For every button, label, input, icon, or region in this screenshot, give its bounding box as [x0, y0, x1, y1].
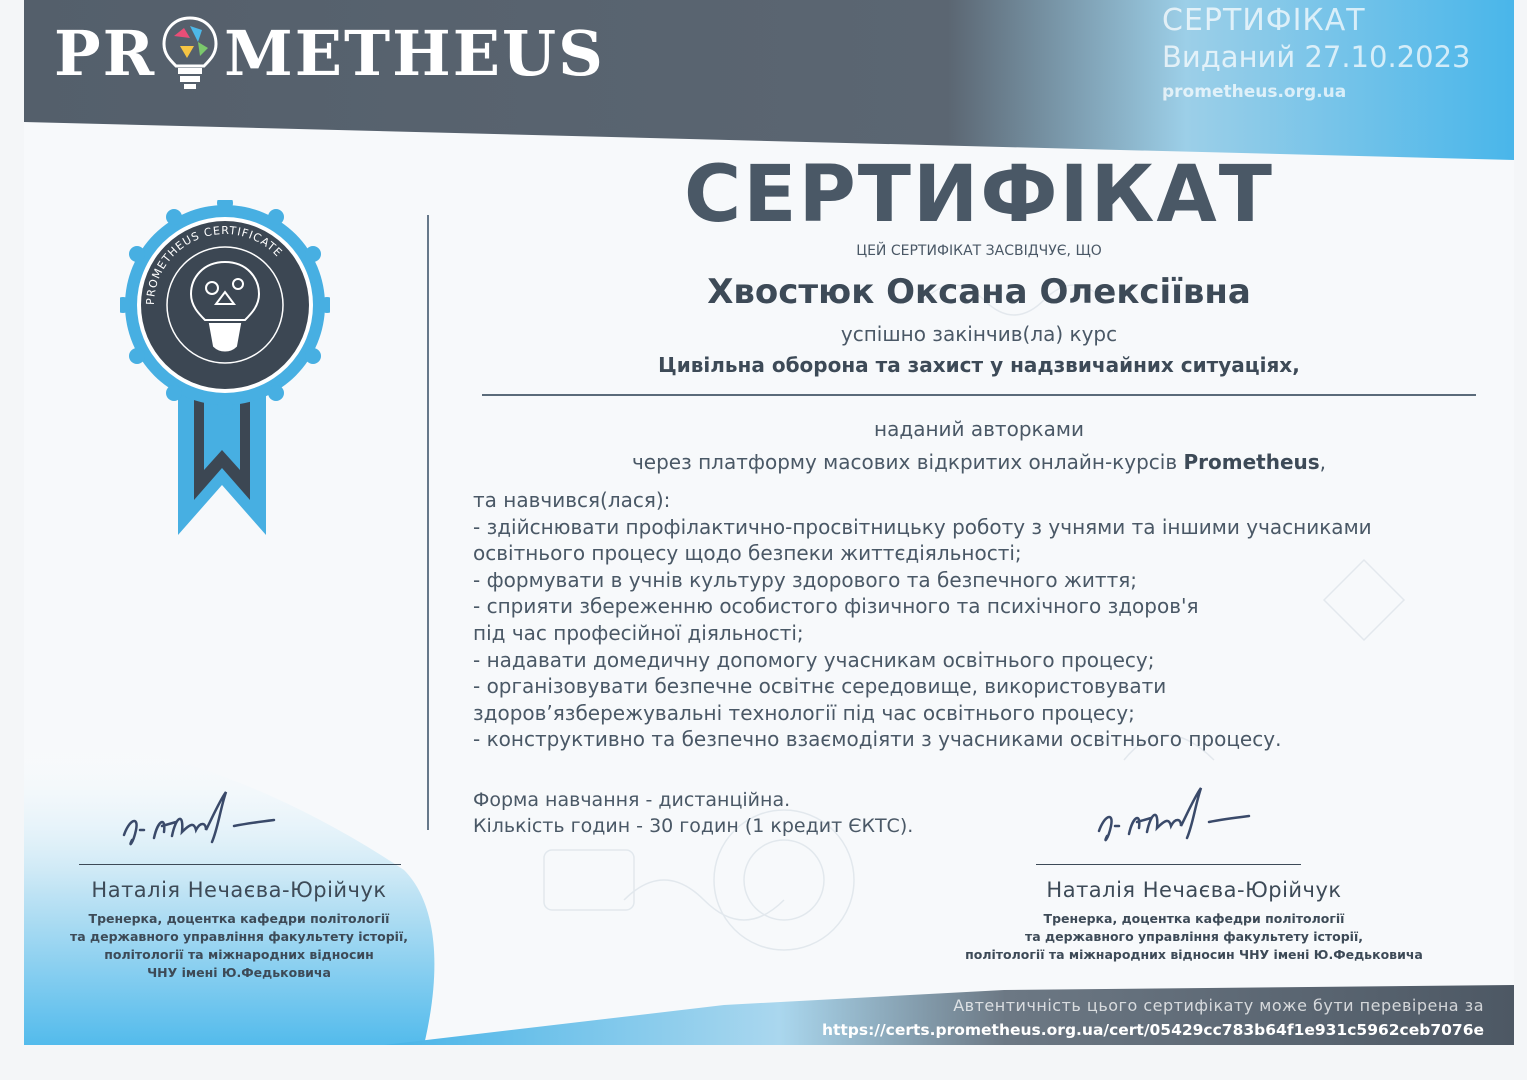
- course-name: Цивільна оборона та захист у надзвичайних ситуаціях,: [658, 353, 1300, 377]
- signatory-name: Наталія Нечаєва-Юрійчук: [1046, 878, 1342, 902]
- outcome-line: - конструктивно та безпечно взаємодіяти з учасниками освітнього процесу.: [473, 727, 1282, 752]
- issue-date: Виданий 27.10.2023: [1162, 40, 1471, 74]
- prometheus-logo: [54, 12, 605, 96]
- role-line: політології та міжнародних відносин: [104, 947, 374, 962]
- learning-outcomes: [473, 487, 1483, 753]
- study-hours: Кількість годин - 30 годин (1 кредит ЄКТС).: [473, 815, 914, 837]
- platform-prefix: через платформу масових відкритих онлайн-курсів: [631, 450, 1178, 474]
- outcome-line: - сприяти збереженню особистого фізичного та психічного здоров'я: [473, 594, 1199, 619]
- role-line: політології та міжнародних відносин ЧНУ імені Ю.Федьковича: [965, 947, 1423, 962]
- signatory-right: [944, 878, 1444, 964]
- course-divider: [482, 394, 1476, 396]
- study-info: [473, 787, 913, 839]
- outcome-line: здоров’язбережувальні технології під час освітнього процесу;: [473, 700, 1135, 725]
- platform-suffix: ,: [1319, 450, 1327, 474]
- certificate-seal: [120, 200, 330, 540]
- outcome-line: - формувати в учнів культуру здорового та безпечного життя;: [473, 567, 1138, 592]
- logo-text-right: METHEUS: [224, 17, 605, 90]
- signatory-left: [44, 878, 434, 982]
- header-title: СЕРТИФІКАТ: [1162, 3, 1366, 38]
- certificate-page: [24, 0, 1514, 1045]
- outcome-line: - здійснювати профілактично-просвітницьку роботу з учнями та іншими учасниками: [473, 514, 1372, 539]
- signature-right: [1089, 786, 1289, 856]
- outcome-line: під час професійної діяльності;: [473, 620, 804, 645]
- vertical-divider: [427, 215, 429, 830]
- signature-line-left: [79, 864, 401, 865]
- attests-line: ЦЕЙ СЕРТИФІКАТ ЗАСВІДЧУЄ, ЩО: [856, 243, 1102, 259]
- role-line: та державного управління факультету історії,: [1025, 929, 1363, 944]
- header-site-link[interactable]: prometheus.org.ua: [1162, 82, 1347, 102]
- role-line: Тренерка, доцентка кафедри політології: [88, 911, 390, 926]
- signatory-name: Наталія Нечаєва-Юрійчук: [91, 878, 387, 902]
- outcome-line: освітнього процесу щодо безпеки життєдіяльності;: [473, 541, 1022, 566]
- signature-line-right: [1036, 864, 1301, 865]
- study-form: Форма навчання - дистанційна.: [473, 789, 791, 811]
- logo-text-left: PR: [54, 17, 157, 90]
- provided-by-line: наданий авторками: [874, 417, 1084, 441]
- outcome-line: - надавати домедичну допомогу учасникам освітнього процесу;: [473, 647, 1155, 672]
- role-line: ЧНУ імені Ю.Федьковича: [147, 965, 331, 980]
- recipient-name: Хвостюк Оксана Олексіївна: [707, 272, 1251, 312]
- verification-text: Автентичність цього сертифікату може бути перевірена за: [953, 996, 1484, 1015]
- role-line: та державного управління факультету історії,: [70, 929, 408, 944]
- verification-block: [822, 996, 1484, 1039]
- header-info: [1162, 4, 1492, 102]
- signatory-role: [44, 910, 434, 982]
- certificate-title: СЕРТИФІКАТ: [684, 150, 1274, 240]
- outcome-line: - організовувати безпечне освітнє середовище, використовувати: [473, 674, 1167, 699]
- completed-line: успішно закінчив(ла) курс: [840, 322, 1118, 346]
- platform-name: Prometheus: [1183, 450, 1320, 474]
- lightbulb-icon: [160, 12, 220, 96]
- signatory-role: [944, 910, 1444, 964]
- signature-left: [114, 790, 314, 860]
- learned-intro: та навчився(лася):: [473, 488, 671, 512]
- seal-ring-text: PROMETHEUS CERTIFICATE: [143, 223, 286, 306]
- verification-link[interactable]: https://certs.prometheus.org.ua/cert/05429cc783b64f1e931c5962ceb7076e: [821, 1021, 1484, 1039]
- role-line: Тренерка, доцентка кафедри політології: [1043, 911, 1345, 926]
- platform-line: [454, 450, 1504, 474]
